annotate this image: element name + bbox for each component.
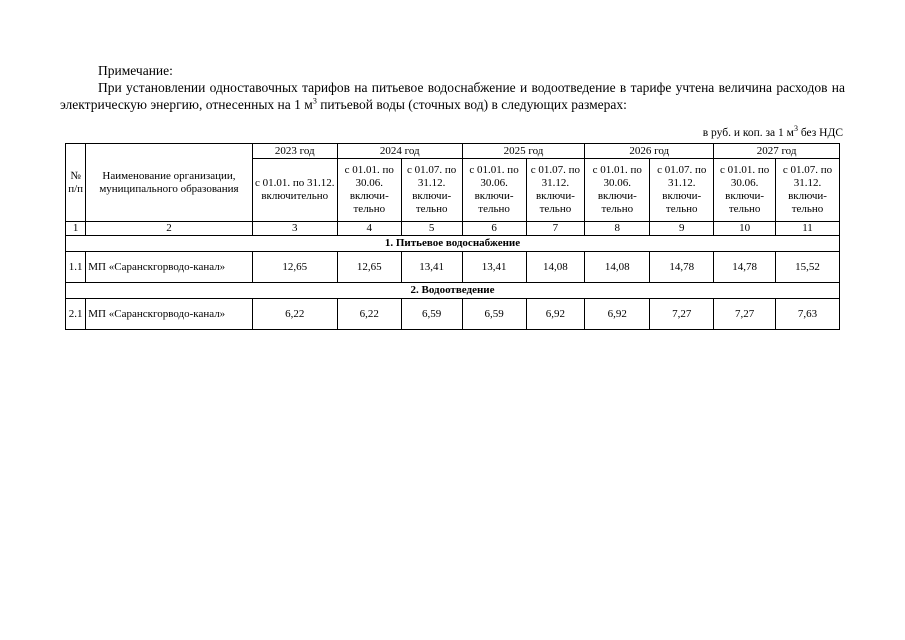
- units-caption-text-end: без НДС: [797, 127, 843, 139]
- row-value: 15,52: [776, 252, 840, 283]
- header-period: с 01.01. по 30.06. включи-тельно: [462, 159, 526, 222]
- header-period: с 01.07. по 31.12. включи-тельно: [526, 159, 585, 222]
- header-period: с 01.01. по 30.06. включи-тельно: [337, 159, 401, 222]
- note-body: [60, 79, 845, 113]
- row-value: 14,78: [714, 252, 776, 283]
- note-body-superscript: 3: [312, 96, 317, 106]
- row-value: 6,59: [401, 299, 462, 330]
- row-value: 13,41: [401, 252, 462, 283]
- column-number: 2: [86, 222, 252, 236]
- header-period: с 01.01. по 31.12. включительно: [252, 159, 337, 222]
- row-value: 6,92: [585, 299, 650, 330]
- column-number: 11: [776, 222, 840, 236]
- row-value: 6,92: [526, 299, 585, 330]
- section-title: 2. Водоотведение: [66, 283, 840, 299]
- units-caption-text: в руб. и коп. за 1 м: [702, 127, 794, 139]
- table-row: [66, 252, 840, 283]
- column-number: 4: [337, 222, 401, 236]
- row-value: 7,27: [714, 299, 776, 330]
- table-header-years-row: [66, 144, 840, 159]
- header-period: с 01.07. по 31.12. включи-тельно: [650, 159, 714, 222]
- table-row: [66, 299, 840, 330]
- header-year: 2026 год: [585, 144, 714, 159]
- column-number: 3: [252, 222, 337, 236]
- header-year: 2025 год: [462, 144, 585, 159]
- tariff-table: [65, 143, 840, 330]
- column-number: 10: [714, 222, 776, 236]
- column-numbers-row: [66, 222, 840, 236]
- units-caption-superscript: 3: [793, 124, 798, 134]
- row-value: 14,78: [650, 252, 714, 283]
- header-period: с 01.01. по 30.06. включи-тельно: [585, 159, 650, 222]
- row-org: МП «Саранскгорводо-канал»: [86, 252, 252, 283]
- header-year: 2027 год: [714, 144, 840, 159]
- row-num: 2.1: [66, 299, 86, 330]
- header-num: № п/п: [66, 144, 86, 222]
- row-value: 6,22: [252, 299, 337, 330]
- header-org: Наименование организации, муниципального образования: [86, 144, 252, 222]
- row-value: 12,65: [252, 252, 337, 283]
- column-number: 5: [401, 222, 462, 236]
- units-caption: [702, 124, 843, 139]
- column-number: 6: [462, 222, 526, 236]
- column-number: 9: [650, 222, 714, 236]
- note-body-text-end: питьевой воды (сточных вод) в следующих размерах:: [316, 97, 627, 112]
- row-org: МП «Саранскгорводо-канал»: [86, 299, 252, 330]
- header-year: 2024 год: [337, 144, 462, 159]
- column-number: 1: [66, 222, 86, 236]
- section-title: 1. Питьевое водоснабжение: [66, 236, 840, 252]
- row-value: 14,08: [526, 252, 585, 283]
- header-year: 2023 год: [252, 144, 337, 159]
- header-period: с 01.07. по 31.12. включи-тельно: [776, 159, 840, 222]
- row-value: 6,59: [462, 299, 526, 330]
- row-value: 6,22: [337, 299, 401, 330]
- section-row: [66, 236, 840, 252]
- note-title: Примечание:: [98, 63, 173, 78]
- section-row: [66, 283, 840, 299]
- row-value: 12,65: [337, 252, 401, 283]
- column-number: 7: [526, 222, 585, 236]
- row-value: 7,63: [776, 299, 840, 330]
- row-num: 1.1: [66, 252, 86, 283]
- row-value: 7,27: [650, 299, 714, 330]
- row-value: 13,41: [462, 252, 526, 283]
- note-body-text: При установлении одноставочных тарифов на питьевое водоснабжение и водоотведение в тарифе учтена величина расходов на электрическую энергию, отнесенных на 1 м: [60, 80, 845, 112]
- row-value: 14,08: [585, 252, 650, 283]
- column-number: 8: [585, 222, 650, 236]
- header-period: с 01.07. по 31.12. включи-тельно: [401, 159, 462, 222]
- header-period: с 01.01. по 30.06. включи-тельно: [714, 159, 776, 222]
